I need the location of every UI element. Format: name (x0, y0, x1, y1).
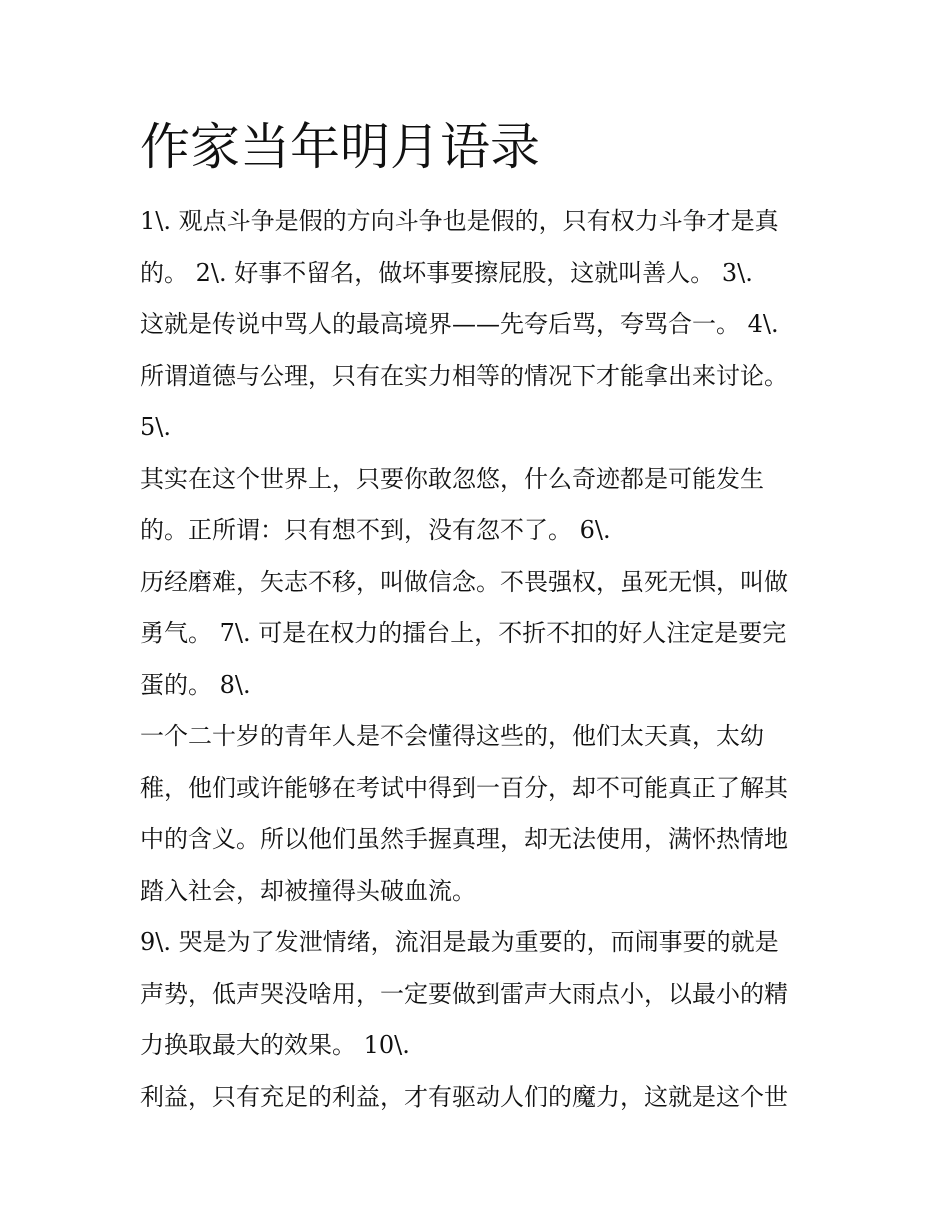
text-line: 的。 2\. 好事不留名，做坏事要擦屁股，这就叫善人。 3\. (140, 258, 753, 287)
text-line: 勇气。 7\. 可是在权力的擂台上，不折不扣的好人注定是要完 (140, 619, 787, 647)
text-line: 5\. (140, 413, 171, 441)
document-body (140, 196, 820, 1123)
text-line: 的。正所谓：只有想不到，没有忽不了。 6\. (140, 516, 611, 544)
text-line: 声势，低声哭没啥用，一定要做到雷声大雨点小，以最小的精 (140, 979, 788, 1008)
text-line: 9\. 哭是为了发泄情绪，流泪是最为重要的，而闹事要的就是 (140, 928, 779, 956)
text-line: 其实在这个世界上，只要你敢忽悠，什么奇迹都是可能发生 (140, 464, 764, 493)
text-line: 中的含义。所以他们虽然手握真理，却无法使用，满怀热情地 (140, 825, 788, 853)
text-line: 蛋的。 8\. (140, 670, 251, 699)
text-line: 历经磨难，矢志不移，叫做信念。不畏强权，虽死无惧，叫做 (140, 567, 788, 596)
text-line: 所谓道德与公理，只有在实力相等的情况下才能拿出来讨论。 (140, 361, 788, 390)
text-line: 这就是传说中骂人的最高境界——先夸后骂，夸骂合一。 4\. (140, 310, 779, 338)
page-title: 作家当年明月语录 (140, 118, 540, 176)
text-line: 稚，他们或许能够在考试中得到一百分，却不可能真正了解其 (140, 773, 788, 802)
text-line: 1\. 观点斗争是假的方向斗争也是假的，只有权力斗争才是真 (140, 207, 779, 235)
text-line: 力换取最大的效果。 10\. (140, 1031, 410, 1059)
text-line: 利益，只有充足的利益，才有驱动人们的魔力，这就是这个世 (140, 1082, 788, 1111)
text-line: 一个二十岁的青年人是不会懂得这些的，他们太天真，太幼 (140, 722, 764, 750)
text-line: 踏入社会，却被撞得头破血流。 (140, 876, 476, 905)
